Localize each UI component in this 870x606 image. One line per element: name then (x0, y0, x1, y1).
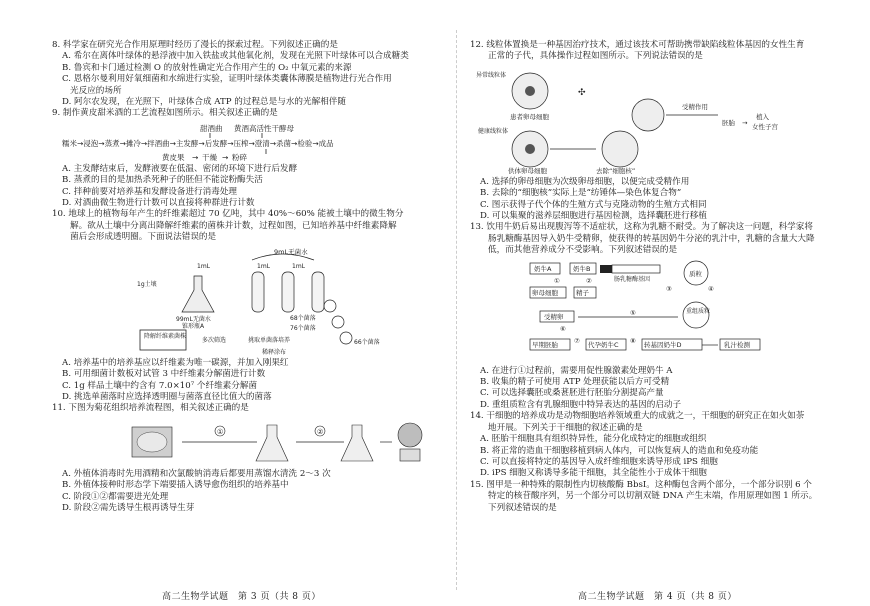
tube-2-icon (282, 272, 294, 312)
fig13-transgenic: 转基因奶牛D (644, 340, 682, 349)
tube-3-icon (312, 272, 324, 312)
q10-dilution-figure (52, 246, 452, 356)
q11-culture-figure (52, 417, 452, 467)
fig13-recomb: 重组质粒 (686, 307, 711, 315)
fig12-patient: 患者卵母细胞 (510, 112, 549, 121)
q15-stem-1: 15. 图甲是一种特殊的限制性内切核酸酶 BbsⅠ。这种酶包含两个部分，一个部分识别 6 个 (470, 479, 812, 490)
question-15 (470, 480, 842, 514)
q12-option-b: B. 去除的“细胞核”实际上是“纺锤体—染色体复合物” (480, 188, 682, 199)
question-12 (470, 40, 842, 222)
q13-option-a: A. 在进行①过程前，需要用促性腺激素处理奶牛 A (480, 365, 673, 376)
q9-option-c: C. 拌种前要对培养基和发酵设备进行消毒处理 (62, 186, 238, 197)
footer-page-4: 高二生物学试题 第 4 页（共 8 页） (578, 592, 737, 602)
fig9-fruit: 黄皮果 (162, 152, 185, 162)
column-divider (456, 30, 457, 590)
left-column (52, 40, 452, 514)
q14-option-b: B. 将正常的造血干细胞移植到病人体内，可以恢复病人的造血和免疫功能 (480, 445, 759, 456)
question-8 (52, 40, 452, 108)
q12-option-d: D. 可以集聚的滋养层细胞进行基因检测，选择囊胚进行移植 (480, 211, 707, 222)
fig10-water9: 9mL无菌水 (274, 247, 308, 256)
fig12-uterus: 女性子宫 (752, 122, 778, 131)
fig10-screen: 多次筛选 (202, 336, 227, 344)
q8-option-d: D. 阿尔农发现，在光照下，叶绿体合成 ATP 的过程总是与水的光解相伴随 (62, 97, 346, 108)
fig12-embryo: 胚胎 (722, 118, 735, 127)
fig9-jiuqu: 甜酒曲 (200, 123, 223, 133)
fig13-milk: 乳汁检测 (724, 340, 750, 349)
q13-option-b: B. 收集的精子可使用 ATP 处理获能以后方可受精 (480, 377, 670, 388)
fig10-1ml-c: 1mL (292, 262, 306, 270)
fig12-remove: 去除“细胞核” (596, 166, 636, 175)
fig10-1ml-b: 1mL (257, 262, 271, 270)
q13-transgenic-figure (470, 259, 842, 364)
question-13 (470, 222, 842, 411)
q9-option-b: B. 蒸煮的目的是加热杀死种子的胚但不能淀粉酶失活 (62, 175, 263, 186)
q15-stem-2: 特定的核苷酸序列，另一个部分可以切割双链 DNA 产生末端，作用原理如图 1 所示。 (488, 491, 818, 502)
q12-option-a: A. 选择的卵母细胞为次级卵母细胞，以便完成受精作用 (480, 176, 690, 187)
fig9-flow: 糯米→浸泡→蒸煮→摊冷→拌酒曲→主发酵→后发酵→压榨→澄清→杀菌→检验→成品 (62, 138, 334, 148)
fig9-yeast: 黄酒高活性干酵母 (234, 123, 294, 133)
fig12-transfer: 植入 (756, 112, 769, 121)
q10-option-b: B. 可用细菌计数板对试管 3 中纤维素分解菌进行计数 (62, 369, 266, 380)
q8-option-c-cont: 光反应的场所 (70, 85, 122, 96)
reconstructed-oocyte-icon (632, 99, 664, 131)
q10-option-a: A. 培养基中的培养基应以纤维素为唯一碳源，并加入刚果红 (62, 357, 289, 368)
fig13-n5: ⑤ (630, 308, 636, 317)
fig13-n1: ① (554, 276, 560, 285)
q11-option-b: B. 外植体接种时形态学下端要插入诱导愈伤组织的培养基中 (62, 480, 289, 491)
q10-stem-1: 10. 地球上的植物每年产生的纤维素超过 70 亿吨，其中 40%～60% 能被土壤中的微生物分 (52, 209, 404, 220)
plate-3-icon (340, 332, 352, 344)
tube-1-icon (252, 272, 264, 312)
fig13-n3: ③ (666, 284, 672, 293)
chrysanthemum-icon (398, 423, 422, 447)
q12-stem-2: 正常的子代，具体操作过程如图所示。下列说法错误的是 (488, 51, 703, 62)
fig13-gene: 肠乳糖酶基因 (614, 275, 651, 283)
fig12-healthy: 健康线粒体 (478, 127, 509, 135)
fig13-n7: ⑦ (574, 336, 580, 345)
fig9-arrow2: → (222, 152, 229, 162)
fig13-cowA: 奶牛A (534, 264, 552, 273)
fig9-dry: → (192, 152, 199, 162)
fig10-soil: 1g土壤 (137, 280, 157, 288)
fig11-step2: ② (317, 427, 324, 436)
q8-stem: 8. 科学家在研究光合作用原理时经历了漫长的探索过程。下列叙述正确的是 (52, 40, 338, 50)
fig13-early: 早期胚胎 (532, 340, 558, 349)
fig12-fert: 受精作用 (682, 102, 708, 111)
q14-option-c: C. 可以直接将特定的基因导入成纤维细胞来诱导形成 iPS 细胞 (480, 456, 718, 467)
q12-mito-figure (470, 65, 842, 175)
recombinant-plasmid-icon (683, 302, 709, 328)
fig13-zygote: 受精卵 (544, 312, 564, 321)
q13-option-d: D. 重组质粒含有乳腺细胞中特异表达的基因的启动子 (480, 399, 682, 410)
fig9-grind: 粉碎 (232, 152, 247, 162)
plate-2-icon (332, 316, 344, 328)
fig10-c66: 66个菌落 (354, 338, 380, 346)
fig10-c76: 76个菌落 (290, 324, 316, 332)
fig13-egg: 卵母细胞 (532, 288, 558, 297)
fig10-flask-water: 99mL无菌水 (176, 315, 211, 323)
culture-flask-2-icon (341, 425, 373, 461)
fig10-c68: 68个菌落 (290, 314, 316, 322)
fig12-donor: 供体卵母细胞 (508, 166, 547, 175)
gene-fragment-icon (600, 265, 612, 273)
q10-option-d: D. 挑选单菌落时应选择透明圈与菌落直径比值大的菌落 (62, 391, 272, 402)
q13-stem-3: 低，而其他营养成分不受影响。下列叙述错误的是 (488, 245, 678, 256)
fig13-n8: ⑧ (630, 336, 636, 345)
q14-stem-1: 14. 干细胞的培养成功是动物细胞培养领域重大的成就之一，干细胞的研究正在如火如荼 (470, 411, 805, 422)
q11-option-a: A. 外植体消毒时先用酒精和次氯酸钠消毒后都要用蒸馏水清洗 2～3 次 (62, 468, 331, 479)
spindle-icon: ✣ (578, 87, 586, 98)
q11-stem: 11. 下图为菊花组织培养流程图，相关叙述正确的是 (52, 403, 249, 414)
fig10-spread: 稀释涂布 (262, 348, 287, 356)
fig13-n4: ④ (708, 284, 714, 293)
fig10-flask-label: 锥形瓶A (182, 322, 205, 330)
fig10-box-text: 降解纤维素菌株 (144, 332, 187, 340)
q9-process-figure (52, 122, 452, 162)
fig13-plasmid: 质粒 (689, 269, 702, 278)
q14-option-d: D. iPS 细胞又称诱导多能干细胞，其全能性小于成体干细胞 (480, 468, 707, 479)
flask-a-icon (182, 276, 214, 312)
q13-option-c: C. 可以选择囊胚或桑葚胚进行胚胎分割提高产量 (480, 388, 664, 399)
fig13-n2: ② (586, 276, 592, 285)
fig12-abn: 异常线粒体 (476, 71, 507, 79)
q13-stem-2: 肠乳糖酶基因导入奶牛受精卵，使获得的转基因奶牛分泌的乳汁中，乳糖的含量大大降 (488, 233, 815, 244)
fig11-step1: ① (217, 427, 224, 436)
question-9 (52, 108, 452, 209)
q15-stem-3: 下列叙述错误的是 (488, 502, 557, 513)
q9-option-a: A. 主发酵结束后，发酵液要在低温、密闭的环境下进行后发酵 (62, 163, 298, 174)
fig10-1ml-a: 1mL (197, 262, 211, 270)
fig12-arrow: → (742, 118, 748, 127)
q10-stem-2: 解。欲从土壤中分离出降解纤维素的菌株并计数，过程如图，已知培养基中纤维素降解 (70, 220, 397, 231)
question-10 (52, 209, 452, 403)
q10-stem-3: 菌后会形成透明圈。下面说法错误的是 (70, 232, 217, 243)
fig9-dry-text: 干燥 (202, 152, 217, 162)
enucleated-oocyte-icon (602, 131, 638, 167)
culture-flask-1-icon (256, 425, 288, 461)
question-11 (52, 403, 452, 514)
q11-option-d: D. 阶段②需先诱导生根再诱导生芽 (62, 502, 195, 513)
right-column (470, 40, 842, 514)
q14-stem-2: 地开展。下列关于干细胞的叙述正确的是 (488, 422, 643, 433)
fig13-n6: ⑥ (560, 324, 566, 333)
plate-1-icon (324, 300, 336, 312)
q8-option-a: A. 希尔在离体叶绿体的悬浮液中加入铁盐或其他氧化剂，发现在光照下叶绿体可以合成糖类 (62, 51, 409, 62)
q8-option-b: B. 鲁宾和卡门通过检测 O 的放射性确定光合作用产生的 O₂ 中氧元素的来源 (62, 62, 352, 73)
fig10-pick: 挑取单菌落培养 (248, 336, 291, 344)
question-14 (470, 411, 842, 479)
q13-stem-1: 13. 饮用牛奶后易出现腹泻等不适症状，这称为乳糖不耐受。为了解决这一问题，科学家将 (470, 222, 813, 233)
fig13-surrogate: 代孕奶牛C (588, 340, 619, 349)
q10-option-c: C. 1g 样品土壤中约含有 7.0×10⁷ 个纤维素分解菌 (62, 380, 258, 391)
fig13-cowB: 奶牛B (573, 264, 591, 273)
q11-option-c: C. 阶段①②都需要进光处理 (62, 491, 169, 502)
q12-stem-1: 12. 线粒体置换是一种基因治疗技术，通过该技术可帮助携带缺陷线粒体基因的女性生育 (470, 40, 805, 50)
footer-page-3: 高二生物学试题 第 3 页（共 8 页） (162, 592, 321, 602)
fig13-sperm: 精子 (576, 288, 589, 297)
q8-option-c: C. 恩格尔曼利用好氧细菌和水绵进行实验，证明叶绿体类囊体薄膜是植物进行光合作用 (62, 74, 392, 85)
q12-option-c: C. 图示获得子代个体的生殖方式与克隆动物的生殖方式相同 (480, 199, 707, 210)
q9-stem: 9. 制作黄皮甜米酒的工艺流程如图所示。相关叙述正确的是 (52, 108, 278, 119)
flower-pot-icon (400, 449, 420, 461)
q9-option-d: D. 对酒曲微生物进行计数可以直接将种群进行计数 (62, 198, 255, 209)
q14-option-a: A. 胚胎干细胞具有组织特异性，能分化成特定的细胞或组织 (480, 434, 707, 445)
